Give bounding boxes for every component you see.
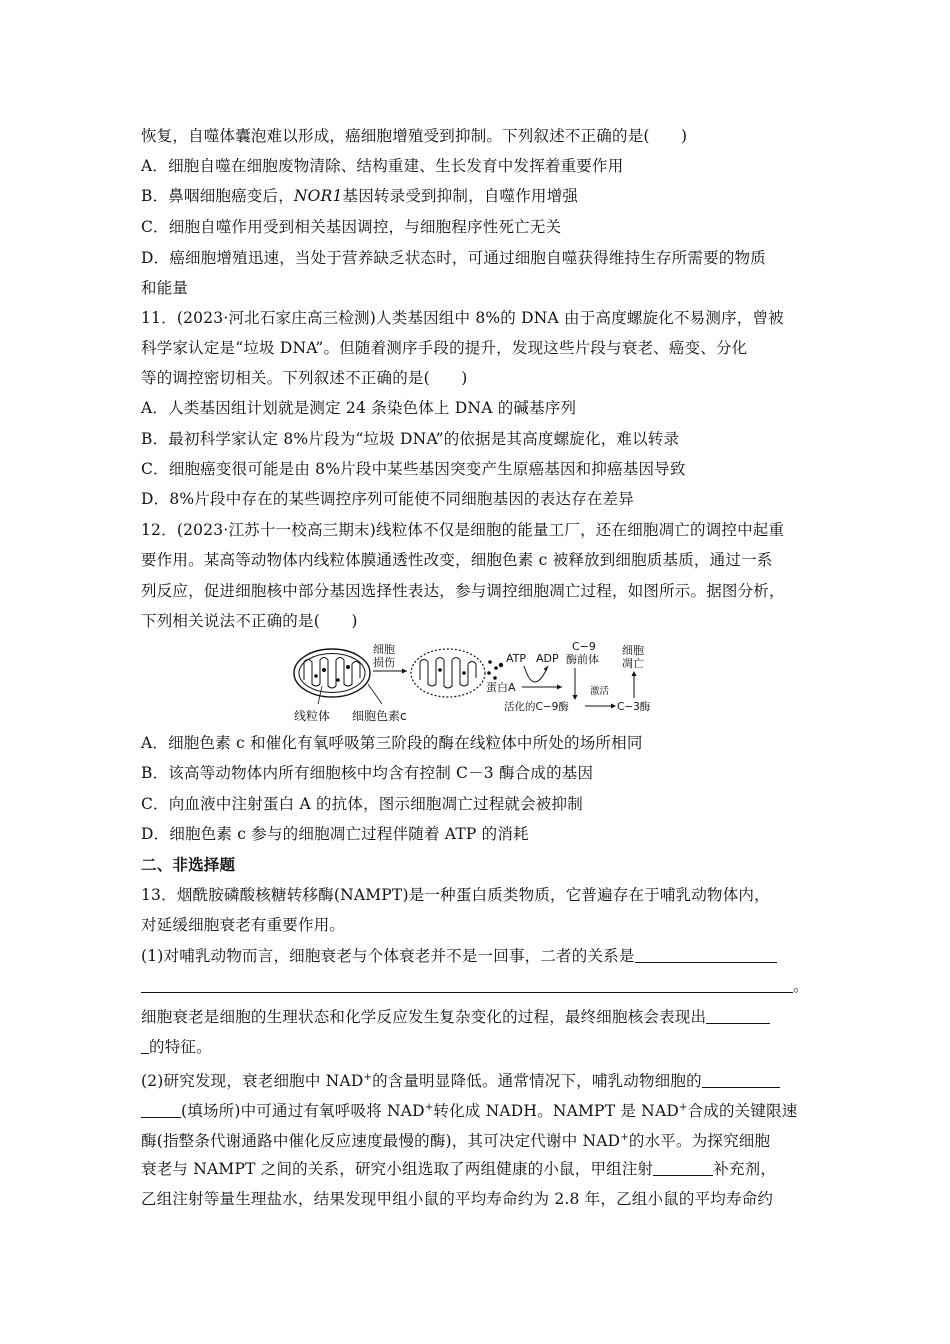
protein-a-label: 蛋白A (486, 681, 516, 694)
activate-label: 激活 (590, 686, 610, 697)
answer-blank-4[interactable] (653, 1161, 713, 1176)
q13-part2-line2 (141, 1098, 797, 1121)
q13-part2-line5: 乙组注射等量生理盐水，结果发现甲组小鼠的平均寿命约为 2.8 年，乙组小鼠的平均寿命约 (141, 1190, 774, 1208)
q13-part2-line3 (141, 1128, 770, 1151)
c3-label: C−3酶 (617, 701, 651, 713)
adp-label: ADP (536, 652, 559, 665)
cytochrome-c-label: 细胞色素c (352, 709, 407, 723)
q13-part2-text-e: 合成的关键限速 (687, 1102, 798, 1120)
q13-part1b-line1 (141, 1007, 770, 1027)
q12-option-c[interactable]: C．向血液中注射蛋白 A 的抗体，图示细胞凋亡过程就会被抑制 (141, 795, 583, 813)
q10-option-a[interactable]: A．细胞自噬在细胞废物清除、结构重建、生长发育中发挥着重要作用 (141, 157, 624, 175)
q11-stem-line2: 科学家认定是“垃圾 DNA”。但随着测序手段的提升，发现这些片段与衰老、癌变、分化 (141, 339, 748, 357)
apoptosis-label-1: 细胞 (622, 644, 644, 657)
q13-part2-line1 (141, 1068, 780, 1091)
answer-blank-3-cont[interactable] (141, 1103, 181, 1118)
q10-option-d[interactable]: D．癌细胞增殖迅速，当处于营养缺乏状态时，可通过细胞自噬获得维持生存所需要的物质 (141, 249, 766, 267)
intact-mitochondrion (294, 649, 370, 697)
q13-part1-line2 (141, 976, 809, 996)
q13-part2-text-h: 衰老与 NAMPT 之间的关系，研究小组选取了两组健康的小鼠，甲组注射 (141, 1160, 654, 1178)
superscript-plus: + (363, 1072, 373, 1083)
apoptosis-pathway-figure (290, 640, 660, 726)
damaged-mitochondrion (411, 649, 485, 697)
q13-part2-text-f: 酶(指整条代谢通路中催化反应速度最慢的酶)，其可决定代谢中 NAD (141, 1132, 621, 1150)
c9-down-arrowhead (573, 695, 578, 700)
q13-part2-line4 (141, 1159, 776, 1179)
activate-arrowhead (611, 704, 616, 709)
q13-stem-line1: 13．烟酰胺磷酸核糖转移酶(NAMPT)是一种蛋白质类物质，它普遍存在于哺乳动物体内， (141, 886, 770, 904)
q11-stem-line1: 11．(2023·河北石家庄高三检测)人类基因组中 8%的 DNA 由于高度螺旋化不易测序，曾被 (141, 309, 784, 327)
q10-option-b[interactable] (141, 186, 578, 206)
superscript-plus: + (678, 1102, 688, 1113)
q13-part2-text-i: 补充剂， (713, 1160, 777, 1178)
protein-a-arrowhead (557, 685, 562, 690)
q12-option-b[interactable]: B．该高等动物体内所有细胞核中均含有控制 C－3 酶合成的基因 (141, 764, 594, 782)
q11-option-c[interactable]: C．细胞癌变很可能是由 8%片段中某些基因突变产生原癌基因和抑癌基因导致 (141, 460, 686, 478)
q11-option-d[interactable]: D．8%片段中存在的某些调控序列可能使不同细胞基因的表达存在差异 (141, 490, 634, 508)
q10-option-c[interactable]: C．细胞自噬作用受到相关基因调控，与细胞程序性死亡无关 (141, 218, 562, 236)
released-cytochrome-c (487, 660, 503, 680)
superscript-plus: + (424, 1102, 434, 1113)
q13-part1b-end: 的特征。 (149, 1038, 212, 1056)
damage-label-1: 细胞 (373, 643, 395, 656)
q12-stem-line3: 列反应，促进细胞核中部分基因选择性表达，参与调控细胞凋亡过程，如图所示。据图分析， (141, 582, 785, 600)
answer-blank-2[interactable] (706, 1009, 770, 1024)
q12-stem-line4: 下列相关说法不正确的是( ) (141, 612, 358, 630)
answer-blank-1-cont[interactable] (141, 978, 793, 993)
q10-option-b-pre: B．鼻咽细胞癌变后， (141, 187, 294, 205)
q12-stem-line1: 12．(2023·江苏十一校高三期末)线粒体不仅是细胞的能量工厂，还在细胞凋亡的调控中起重 (141, 521, 785, 539)
answer-blank-3[interactable] (702, 1073, 780, 1088)
superscript-plus: + (620, 1132, 629, 1143)
q13-part2-text-g: 的水平。为探究细胞 (628, 1132, 771, 1150)
q13-stem-line2: 对延缓细胞衰老有重要作用。 (141, 916, 346, 934)
q11-option-a[interactable]: A．人类基因组计划就是测定 24 条染色体上 DNA 的碱基序列 (141, 399, 577, 417)
q13-part2-text-c: (填场所)中可通过有氧呼吸将 NAD (181, 1102, 425, 1120)
q11-stem-line3: 等的调控密切相关。下列叙述不正确的是( ) (141, 369, 468, 387)
q13-part1-text: (1)对哺乳动物而言，细胞衰老与个体衰老并不是一回事，二者的关系是 (141, 947, 635, 965)
apoptosis-label-2: 凋亡 (622, 657, 644, 670)
q13-part2-text-d: 转化成 NADH。NAMPT 是 NAD (433, 1102, 679, 1120)
q13-part2-text-a: (2)研究发现，衰老细胞中 NAD (141, 1072, 364, 1090)
q10-option-d-cont: 和能量 (141, 279, 189, 297)
q13-part1-end: 。 (793, 977, 809, 995)
damage-label-2: 损伤 (373, 656, 395, 669)
q12-stem-line2: 要作用。某高等动物体内线粒体膜通透性改变，细胞色素 c 被释放到细胞质基质，通过一系 (141, 551, 773, 569)
atp-label: ATP (506, 652, 527, 665)
q10-stem-tail: 恢复，自噬体囊泡难以形成，癌细胞增殖受到抑制。下列叙述不正确的是( ) (141, 127, 688, 145)
q13-part1b-text: 细胞衰老是细胞的生理状态和化学反应发生复杂变化的过程，最终细胞核会表现出 (141, 1008, 707, 1026)
q12-option-d[interactable]: D．细胞色素 c 参与的细胞凋亡过程伴随着 ATP 的消耗 (141, 825, 529, 843)
damage-arrowhead (402, 669, 407, 674)
activated-c9-label: 活化的C−9酶 (504, 701, 569, 713)
answer-blank-1[interactable] (635, 948, 777, 963)
q10-gene-name: NOR1 (293, 187, 343, 205)
c9-label: C−9 (572, 640, 596, 653)
mitochondrion-label: 线粒体 (294, 709, 331, 723)
cytc-leader-line (368, 684, 382, 704)
q13-part1-line1 (141, 946, 777, 966)
q13-part1b-line2 (141, 1037, 212, 1057)
precursor-label: 酶前体 (566, 653, 599, 666)
answer-blank-2-cont[interactable] (141, 1039, 149, 1054)
q10-option-b-post: 基因转录受到抑制，自噬作用增强 (342, 187, 579, 205)
apoptosis-up-arrowhead (632, 671, 637, 676)
q12-option-a[interactable]: A．细胞色素 c 和催化有氧呼吸第三阶段的酶在线粒体中所处的场所相同 (141, 734, 643, 752)
q13-part2-text-b: 的含量明显降低。通常情况下，哺乳动物细胞的 (372, 1072, 702, 1090)
section-heading: 二、非选择题 (141, 855, 236, 874)
q11-option-b[interactable]: B．最初科学家认定 8%片段为“垃圾 DNA”的依据是其高度螺旋化，难以转录 (141, 430, 680, 448)
